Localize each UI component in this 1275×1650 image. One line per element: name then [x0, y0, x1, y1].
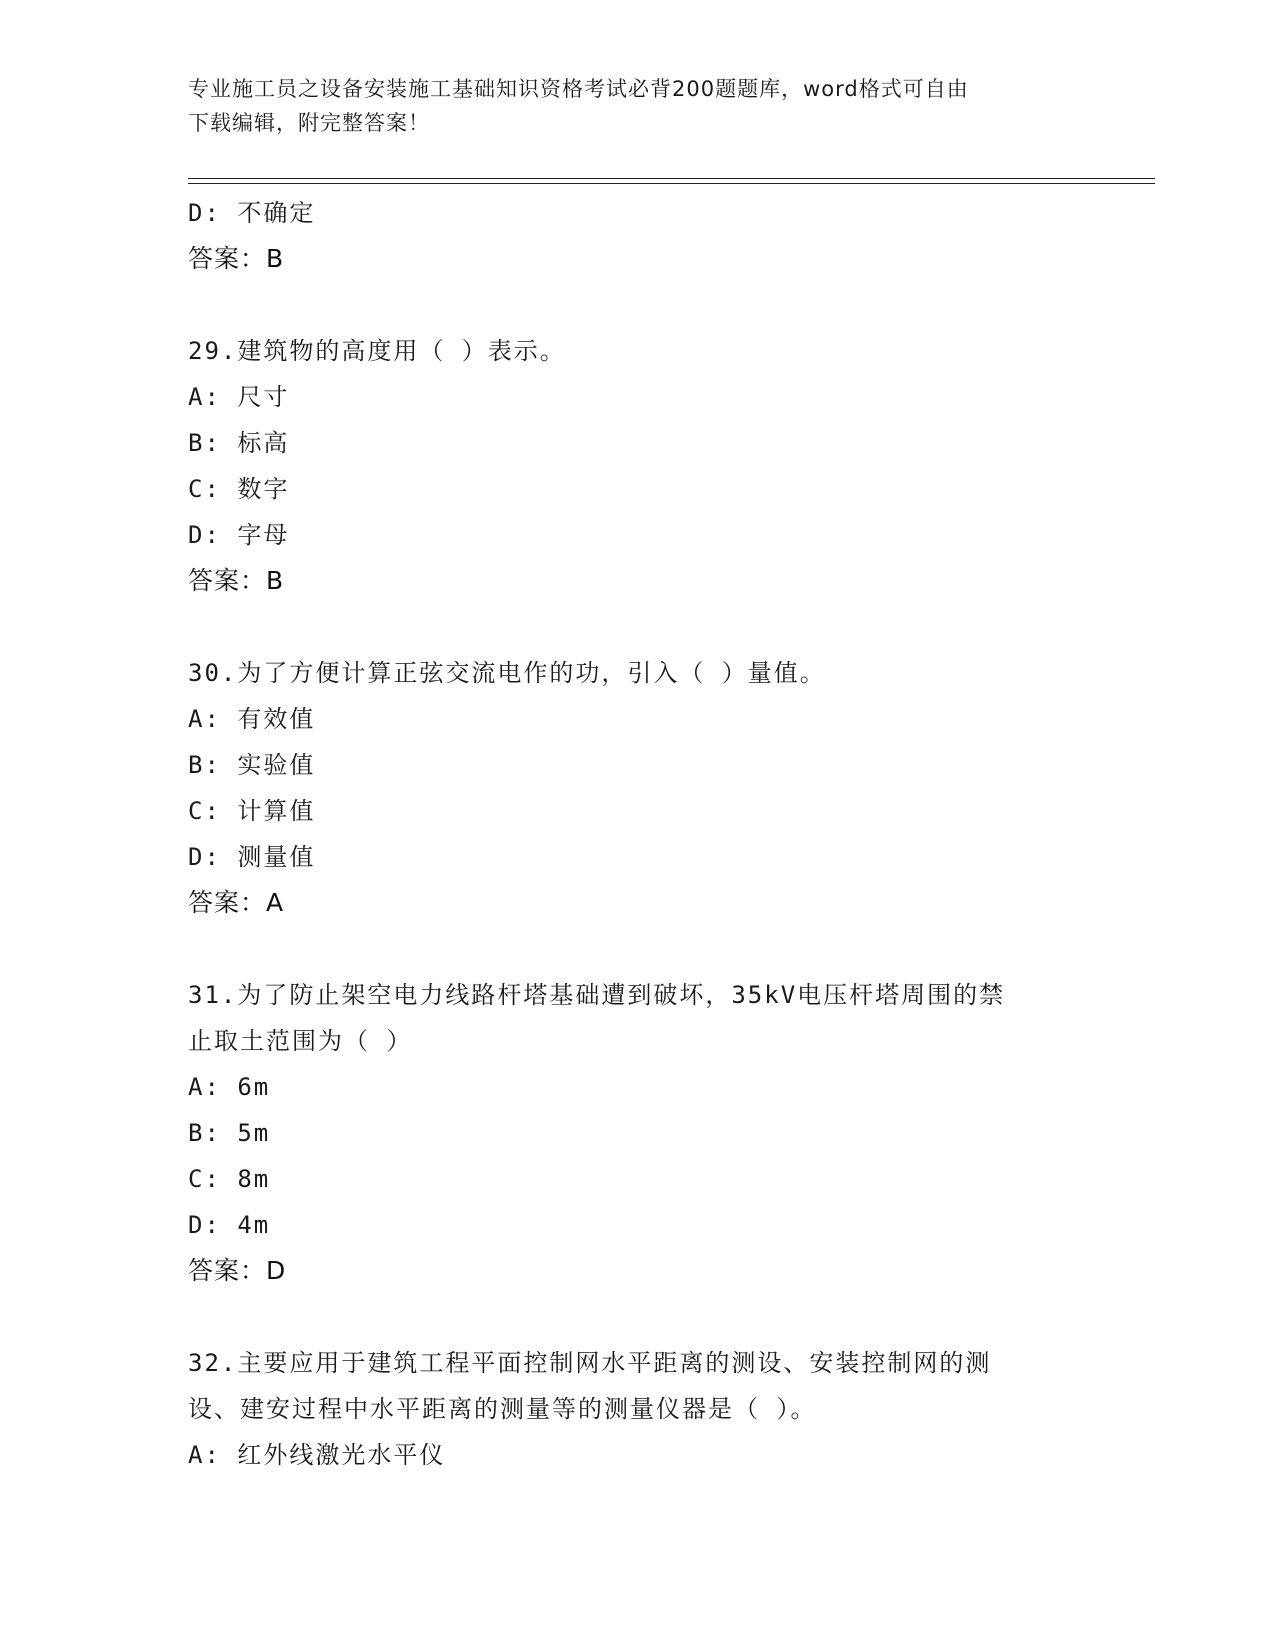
question-stem-line-2: 止取土范围为（ ） [188, 1027, 413, 1055]
question-32 [188, 1340, 1088, 1478]
option-a: A: 有效值 [188, 705, 316, 733]
question-stem-line-1: 31.为了防止架空电力线路杆塔基础遭到破坏，35kV电压杆塔周围的禁 [188, 981, 1006, 1009]
option-b: B: 实验值 [188, 751, 316, 779]
option-d: D: 不确定 [188, 199, 316, 227]
question-29 [188, 328, 1088, 604]
document-header [188, 72, 1088, 140]
question-list [188, 190, 1088, 1478]
option-a: A: 红外线激光水平仪 [188, 1441, 446, 1469]
header-rule-bottom [188, 183, 1155, 184]
option-d: D: 字母 [188, 521, 290, 549]
question-partial [188, 190, 1088, 282]
header-title-line-1: 专业施工员之设备安装施工基础知识资格考试必背200题题库，word格式可自由 [188, 77, 969, 101]
question-stem: 30.为了方便计算正弦交流电作的功，引入（ ）量值。 [188, 659, 826, 687]
answer-line: 答案：B [188, 244, 285, 273]
question-31 [188, 972, 1088, 1294]
option-c: C: 计算值 [188, 797, 316, 825]
question-stem-line-2: 设、建安过程中水平距离的测量等的测量仪器是（ ）。 [188, 1395, 817, 1423]
question-stem-line-1: 32.主要应用于建筑工程平面控制网水平距离的测设、安装控制网的测 [188, 1349, 992, 1377]
answer-line: 答案：B [188, 566, 285, 595]
option-a: A: 6m [188, 1073, 271, 1101]
option-b: B: 标高 [188, 429, 290, 457]
option-c: C: 数字 [188, 475, 290, 503]
option-d: D: 测量值 [188, 843, 316, 871]
header-title-line-2: 下载编辑，附完整答案！ [188, 111, 430, 135]
option-d: D: 4m [188, 1211, 271, 1239]
option-c: C: 8m [188, 1165, 271, 1193]
question-stem: 29.建筑物的高度用（ ）表示。 [188, 337, 566, 365]
option-a: A: 尺寸 [188, 383, 290, 411]
answer-line: 答案：D [188, 1256, 287, 1285]
option-b: B: 5m [188, 1119, 271, 1147]
answer-line: 答案：A [188, 888, 285, 917]
question-30 [188, 650, 1088, 926]
header-rule-top [188, 178, 1155, 179]
